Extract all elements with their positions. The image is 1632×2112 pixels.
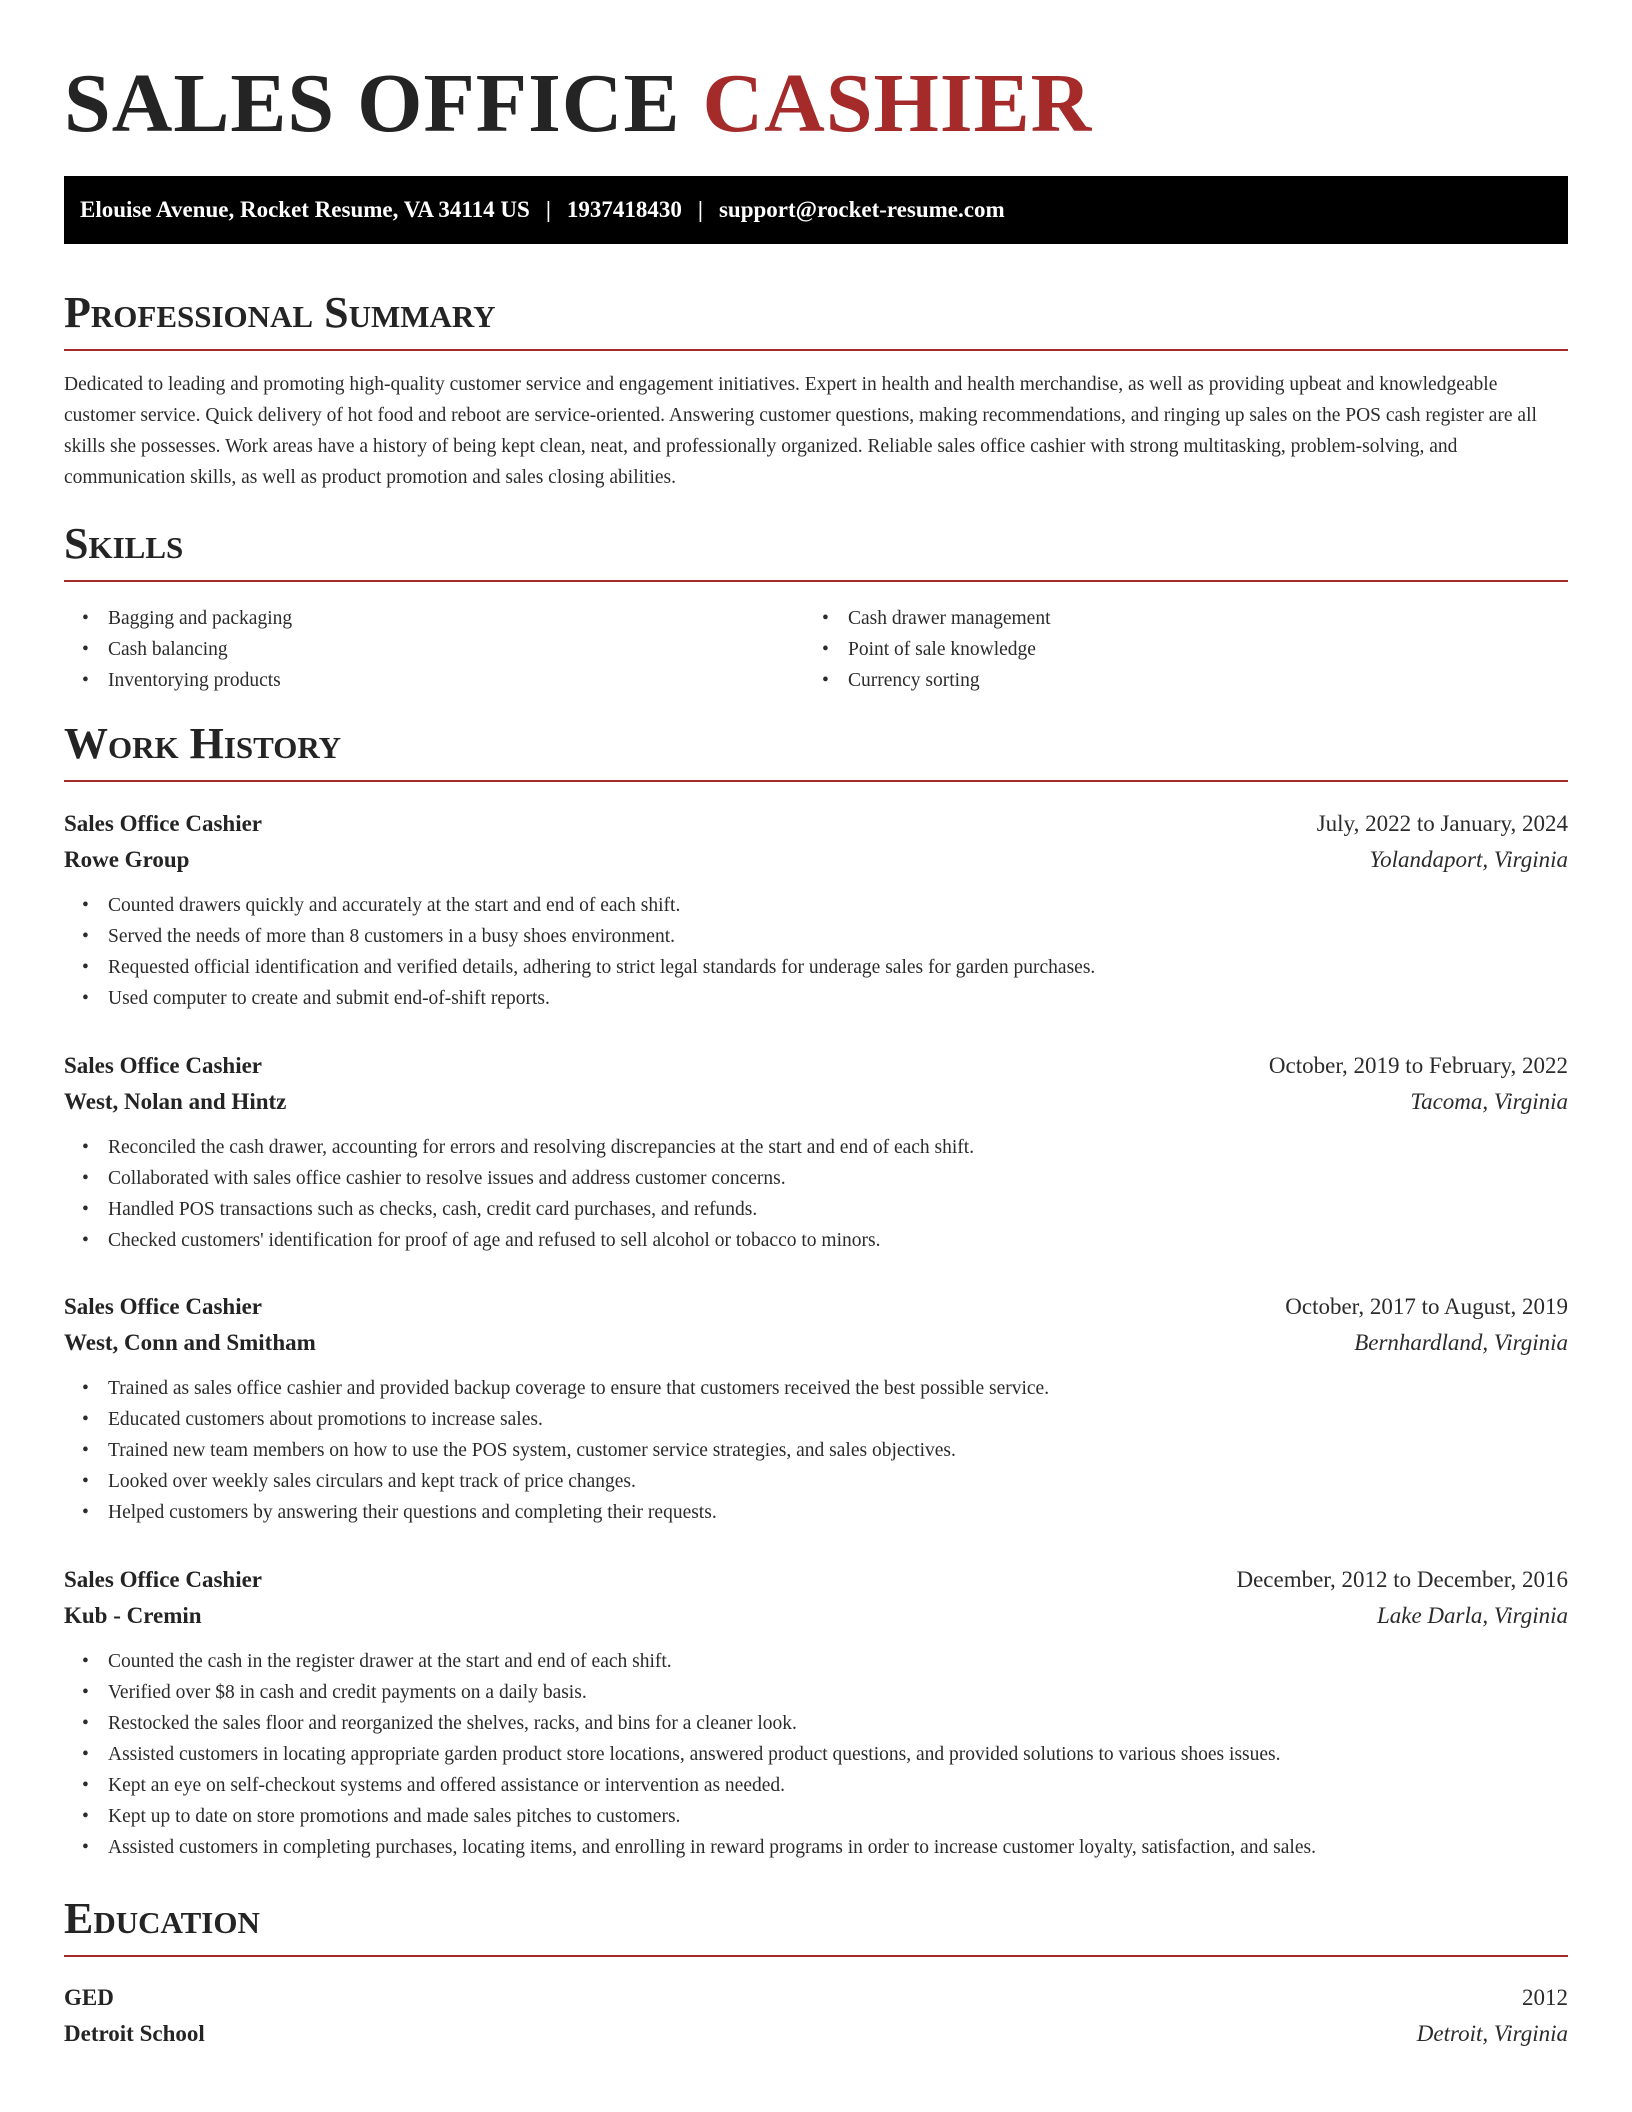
job-company: West, Nolan and Hintz xyxy=(64,1089,287,1114)
list-item: • Checked customers' identification for proof of age and refused to sell alcohol or tobacco to minors. xyxy=(64,1225,1568,1256)
education-school-row xyxy=(64,2016,1568,2052)
job-title: Sales Office Cashier xyxy=(64,811,263,836)
job-location: Lake Darla, Virginia xyxy=(1376,1603,1568,1628)
skill-item: • Cash balancing xyxy=(64,634,764,665)
job-dates: July, 2022 to January, 2024 xyxy=(1316,811,1568,836)
education-location: Detroit, Virginia xyxy=(1416,2021,1568,2046)
job-company-row xyxy=(64,842,1568,878)
list-item: • Used computer to create and submit end-of-shift reports. xyxy=(64,983,1568,1014)
list-item: • Trained new team members on how to use the POS system, customer service strategies, and sales objectives. xyxy=(64,1435,1568,1466)
contact-phone: 1937418430 xyxy=(566,197,682,222)
list-item: • Verified over $8 in cash and credit payments on a daily basis. xyxy=(64,1677,1568,1708)
name-accent: CASHIER xyxy=(702,57,1093,150)
skill-item: • Bagging and packaging xyxy=(64,603,764,634)
contact-address: Elouise Avenue, Rocket Resume, VA 34114 US xyxy=(80,197,530,222)
job-company: Kub - Cremin xyxy=(64,1603,202,1628)
section-divider xyxy=(64,349,1568,351)
job-entry xyxy=(64,1048,1568,1256)
job-entry xyxy=(64,1289,1568,1528)
job-title: Sales Office Cashier xyxy=(64,1053,263,1078)
contact-separator: | xyxy=(697,197,703,222)
job-location: Yolandaport, Virginia xyxy=(1369,847,1568,872)
job-header-row xyxy=(64,1048,1568,1084)
job-bullets xyxy=(64,890,1568,1014)
name-main: SALES OFFICE xyxy=(64,57,681,150)
list-item: • Requested official identification and verified details, adhering to strict legal standards for underage sales for garden purchases. xyxy=(64,952,1568,983)
job-company-row xyxy=(64,1598,1568,1634)
job-company-row xyxy=(64,1084,1568,1120)
list-item: • Looked over weekly sales circulars and kept track of price changes. xyxy=(64,1466,1568,1497)
job-header-row xyxy=(64,1562,1568,1598)
job-dates: December, 2012 to December, 2016 xyxy=(1236,1567,1568,1592)
resume-name xyxy=(64,56,1092,152)
job-location: Bernhardland, Virginia xyxy=(1354,1330,1568,1355)
section-divider xyxy=(64,780,1568,782)
list-item: • Served the needs of more than 8 customers in a busy shoes environment. xyxy=(64,921,1568,952)
job-title: Sales Office Cashier xyxy=(64,1567,263,1592)
job-location: Tacoma, Virginia xyxy=(1410,1089,1568,1114)
contact-bar xyxy=(64,176,1568,244)
section-divider xyxy=(64,580,1568,582)
list-item: • Kept up to date on store promotions and made sales pitches to customers. xyxy=(64,1801,1568,1832)
skill-item: • Inventorying products xyxy=(64,665,764,696)
job-dates: October, 2019 to February, 2022 xyxy=(1268,1053,1568,1078)
job-company: Rowe Group xyxy=(64,847,190,872)
job-bullets xyxy=(64,1646,1568,1863)
job-header-row xyxy=(64,1289,1568,1325)
job-company: West, Conn and Smitham xyxy=(64,1330,316,1355)
job-bullets xyxy=(64,1132,1568,1256)
job-title: Sales Office Cashier xyxy=(64,1294,263,1319)
list-item: • Helped customers by answering their questions and completing their requests. xyxy=(64,1497,1568,1528)
list-item: • Counted the cash in the register drawer at the start and end of each shift. xyxy=(64,1646,1568,1677)
skill-item: • Cash drawer management xyxy=(804,603,1504,634)
list-item: • Restocked the sales floor and reorganized the shelves, racks, and bins for a cleaner look. xyxy=(64,1708,1568,1739)
education-header-row xyxy=(64,1980,1568,2016)
contact-separator: | xyxy=(545,197,551,222)
list-item: • Collaborated with sales office cashier to resolve issues and address customer concerns. xyxy=(64,1163,1568,1194)
job-company-row xyxy=(64,1325,1568,1361)
job-entry xyxy=(64,806,1568,1014)
skills-list-right xyxy=(804,603,1504,696)
list-item: • Handled POS transactions such as checks, cash, credit card purchases, and refunds. xyxy=(64,1194,1568,1225)
job-bullets xyxy=(64,1373,1568,1528)
list-item: • Counted drawers quickly and accurately at the start and end of each shift. xyxy=(64,890,1568,921)
job-entry xyxy=(64,1562,1568,1863)
list-item: • Reconciled the cash drawer, accounting for errors and resolving discrepancies at the start and end of each shift. xyxy=(64,1132,1568,1163)
section-divider xyxy=(64,1955,1568,1957)
work-heading: Work History xyxy=(64,719,342,768)
education-year: 2012 xyxy=(1522,1985,1568,2010)
skill-item: • Currency sorting xyxy=(804,665,1504,696)
list-item: • Educated customers about promotions to increase sales. xyxy=(64,1404,1568,1435)
skills-heading: Skills xyxy=(64,519,184,568)
list-item: • Assisted customers in locating appropriate garden product store locations, answered product questions, and provided solutions to various shoes issues. xyxy=(64,1739,1568,1770)
skill-item: • Point of sale knowledge xyxy=(804,634,1504,665)
skills-list-left xyxy=(64,603,764,696)
summary-text: Dedicated to leading and promoting high-quality customer service and engagement initiatives. Expert in health and health merchandise, as well as providing upbeat and knowledgeable customer service. Quick delivery of hot food and reboot are service-oriented. Answering customer questions, making recommendations, and ringing up sales on the POS cash register are all skills she possesses. Work areas have a history of being kept clean, neat, and professionally organized. Reliable sales office cashier with strong multitasking, problem-solving, and communication skills, as well as product promotion and sales closing abilities. xyxy=(64,374,1537,488)
education-heading: Education xyxy=(64,1894,260,1943)
summary-heading: Professional Summary xyxy=(64,288,496,337)
job-header-row xyxy=(64,806,1568,842)
list-item: • Kept an eye on self-checkout systems and offered assistance or intervention as needed. xyxy=(64,1770,1568,1801)
job-dates: October, 2017 to August, 2019 xyxy=(1285,1294,1568,1319)
contact-email: support@rocket-resume.com xyxy=(718,197,1005,222)
list-item: • Trained as sales office cashier and provided backup coverage to ensure that customers received the best possible service. xyxy=(64,1373,1568,1404)
education-degree: GED xyxy=(64,1985,114,2010)
education-school: Detroit School xyxy=(64,2021,205,2046)
education-entry xyxy=(64,1980,1568,2052)
list-item: • Assisted customers in completing purchases, locating items, and enrolling in reward programs in order to increase customer loyalty, satisfaction, and sales. xyxy=(64,1832,1568,1863)
